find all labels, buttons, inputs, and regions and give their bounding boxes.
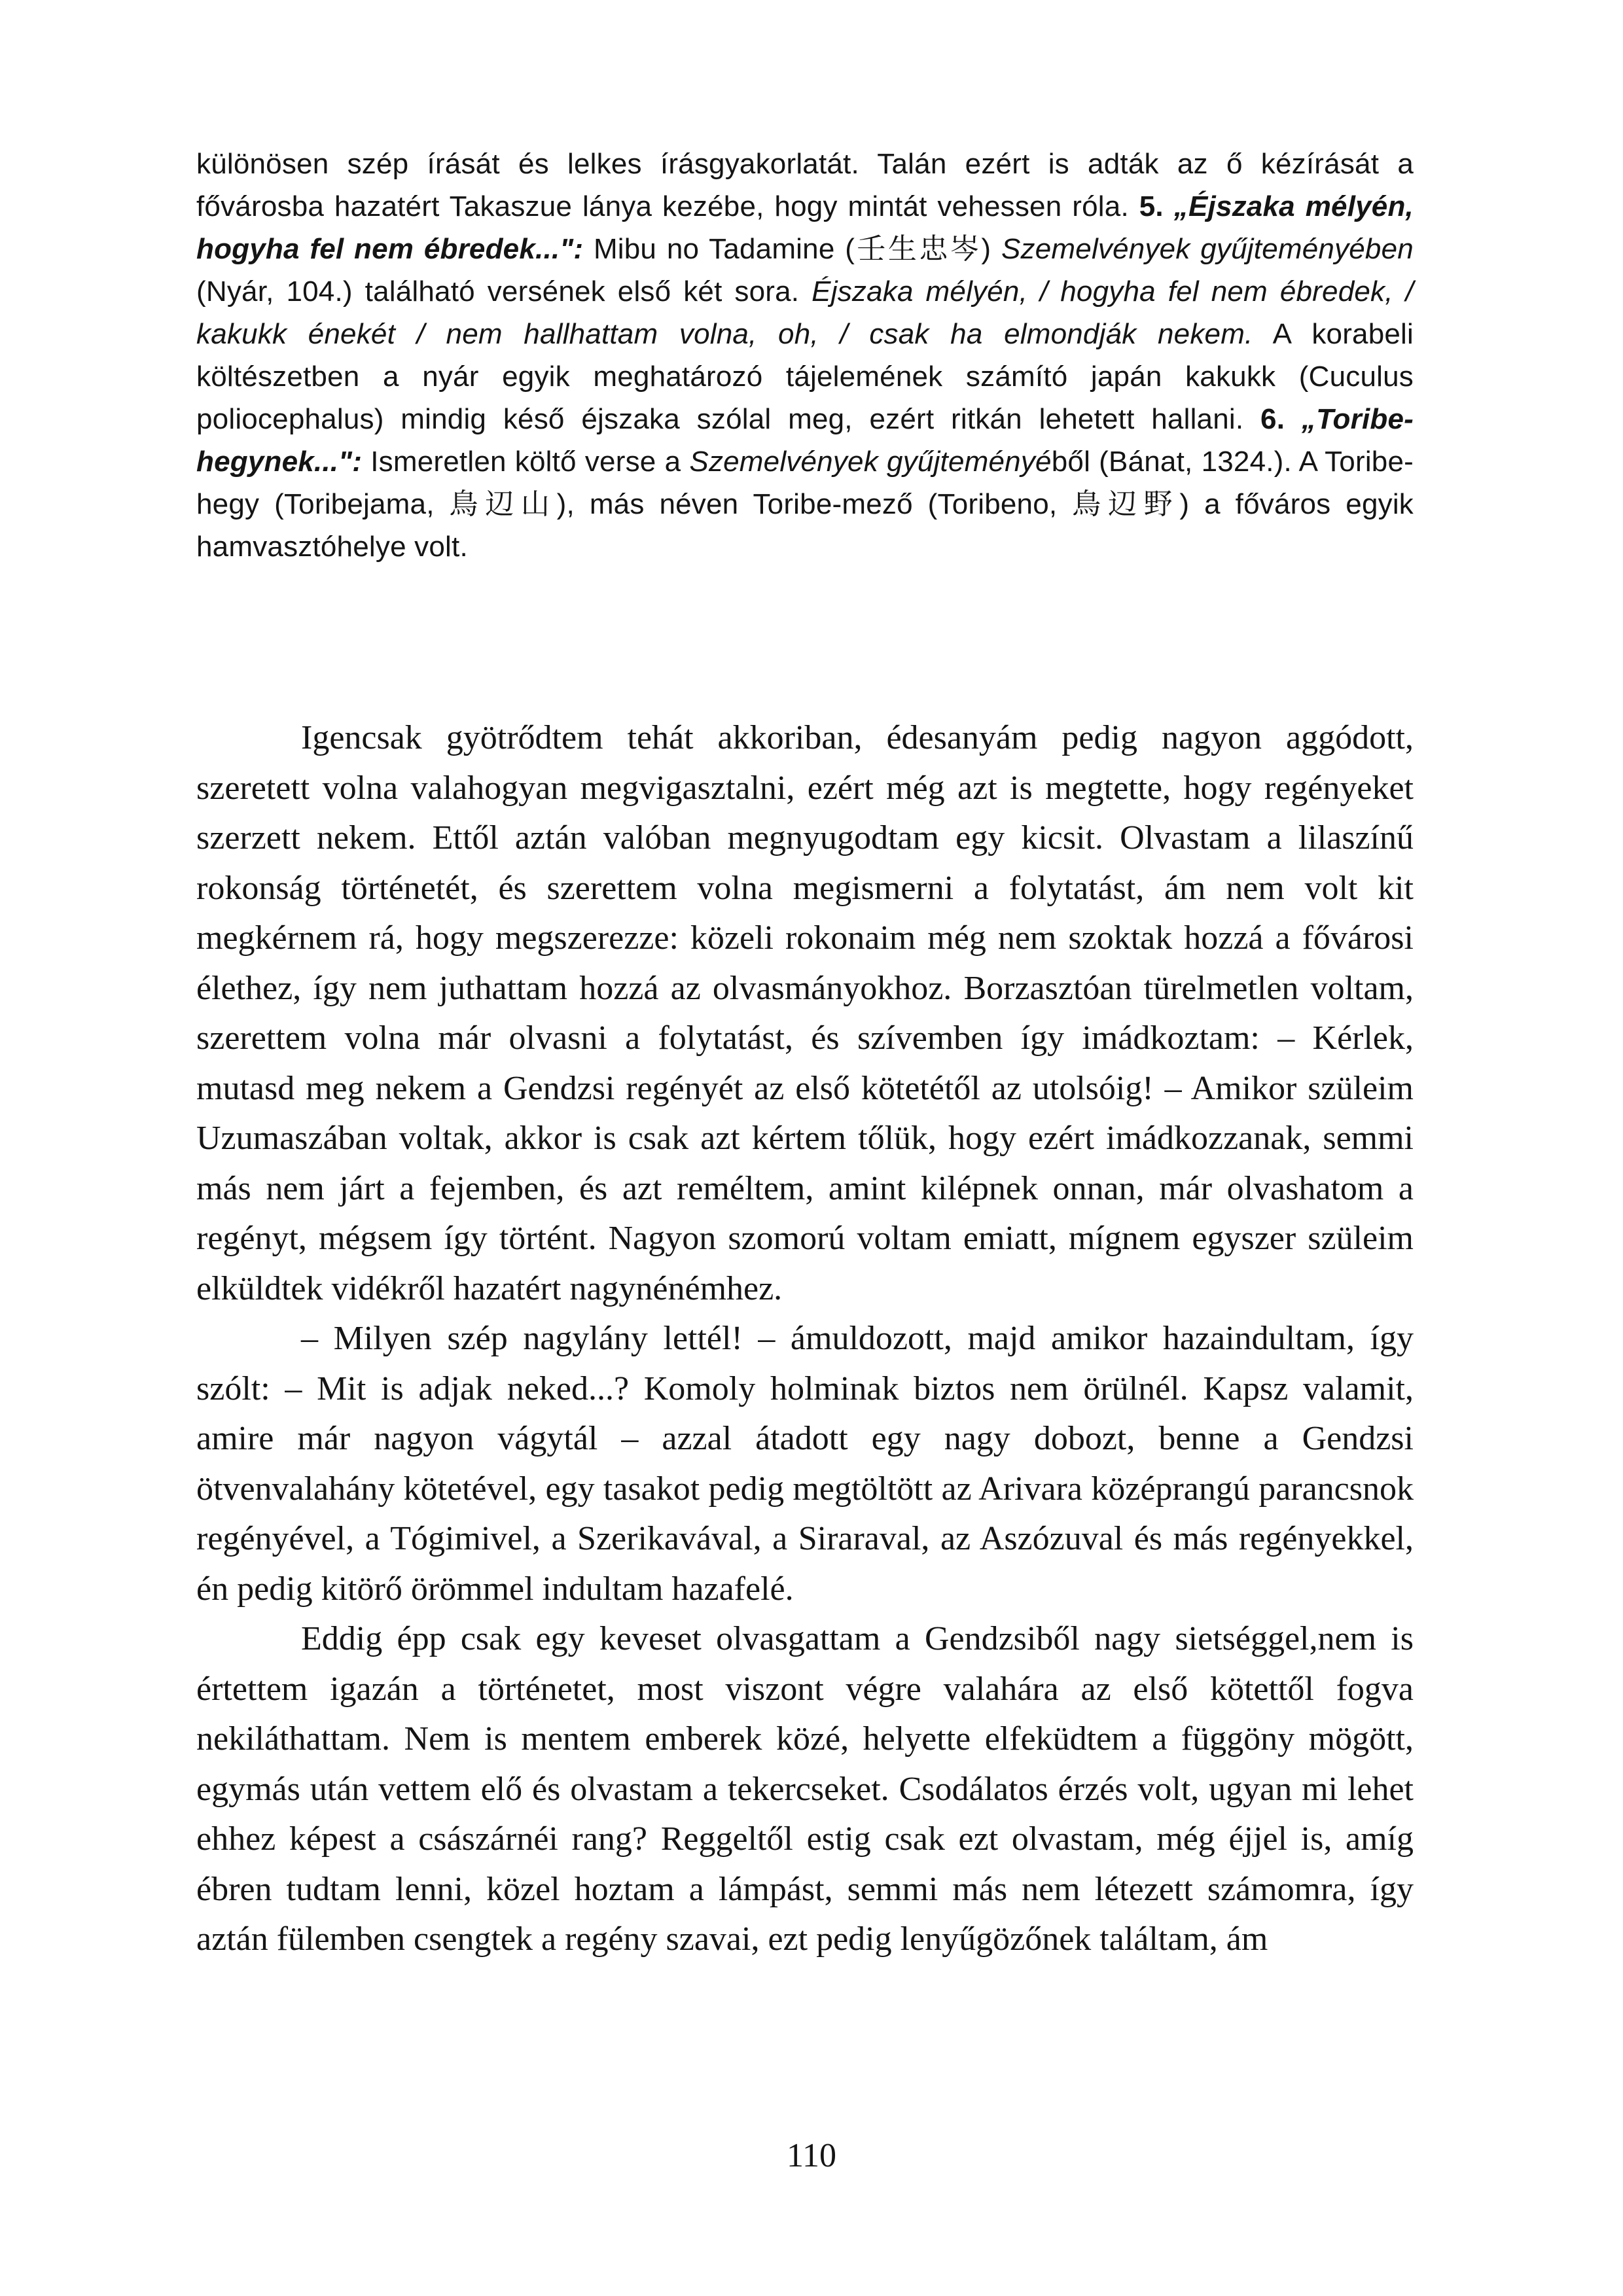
note-5-poem: Éjszaka mélyén, / hogyha fel nem ébredek, / kakukk énekét / nem hallhattam volna, oh, / csak ha elmondják nekem. [196, 275, 1414, 350]
note-6-text-a: Ismeretlen költő verse a [370, 446, 681, 478]
note-5-text-c: (Nyár, 104.) található versének első két sora. [196, 275, 800, 308]
note-5-kanji: 壬生忠岑 [855, 233, 982, 265]
note-6-text-b: ből (Bánat, 1324.). A Toribe-hegy (Toribejama, [196, 446, 1414, 520]
note-6-title: „Toribe-hegynek...": [196, 403, 1414, 478]
paragraph-2: – Milyen szép nagylány lettél! – ámuldozott, majd amikor hazaindultam, így szólt: – Mit is adjak neked...? Komoly holminak biztos nem örülnél. Kapsz valamit, amire már nagyon vágytál – azzal átadott egy nagy dobozt, benne a Gendzsi ötvenvalahány kötetével, egy tasakot pedig megtöltött az Arivara középrangú parancsnok regényével, a Tógimivel, a Szerikavával, a Siraraval, az Aszózuval és más regényekkel, én pedig kitörő örömmel indultam hazafelé. [196, 1320, 1414, 1608]
note-5-text-d: A korabeli költészetben a nyár egyik meghatározó tájelemének számító japán kakukk (Cuculus poliocephalus) mindig késő éjszaka szólal meg, ezért ritkán lehetett hallani. [196, 318, 1414, 435]
note-5-number: 5. [1139, 190, 1164, 222]
note-5-text-b: ) [981, 233, 991, 265]
note-6-kanji-a: 鳥辺山 [449, 488, 557, 520]
footnotes-block [196, 143, 1414, 568]
note-6-text-d: ) a főváros egyik hamvasztóhelye volt. [196, 488, 1414, 563]
note-5-title: „Éjszaka mélyén, hogyha fel nem ébredek...": [196, 190, 1414, 265]
main-text [196, 713, 1414, 1965]
note-6-source: Szemelvények gyűjteményé [689, 446, 1052, 478]
page-number: 110 [786, 2137, 837, 2174]
note-4-continuation: különösen szép írását és lelkes írásgyakorlatát. Talán ezért is adták az ő kézírását a fővárosba hazatért Takaszue lánya kezébe, hogy mintát vehessen róla. [196, 148, 1414, 222]
note-6-number: 6. [1260, 403, 1285, 435]
note-5-source: Szemelvények gyűjteményében [1001, 233, 1414, 265]
note-6-text-c: ), más néven Toribe-mező (Toribeno, [556, 488, 1058, 520]
paragraph-3: Eddig épp csak egy keveset olvasgattam a Gendzsiből nagy sietséggel,nem is értettem igazán a történetet, most viszont végre valahára az első kötettől fogva nekiláthattam. Nem is mentem emberek közé, helyette elfeküdtem a függöny mögött, egymás után vettem elő és olvastam a tekercseket. Csodálatos érzés volt, ugyan mi lehet ehhez képest a császárnéi rang? Reggeltől estig csak ezt olvastam, még éjjel is, amíg ébren tudtam lenni, közel hoztam a lámpást, semmi más nem létezett számomra, így aztán fülemben csengtek a regény szavai, ezt pedig lenyűgözőnek találtam, ám [196, 1620, 1414, 1958]
paragraph-1: Igencsak gyötrődtem tehát akkoriban, édesanyám pedig nagyon aggódott, szeretett volna valahogyan megvigasztalni, ezért még azt is megtette, hogy regényeket szerzett nekem. Ettől aztán valóban megnyugodtam egy kicsit. Olvastam a lilaszínű rokonság történetét, és szerettem volna megismerni a folytatást, ám nem volt kit megkérnem rá, hogy megszerezze: közeli rokonaim még nem szoktak hozzá a fővárosi élethez, így nem juthattam hozzá az olvasmányokhoz. Borzasztóan türelmetlen voltam, szerettem volna már olvasni a folytatást, és szívemben így imádkoztam: – Kérlek, mutasd meg nekem a Gendzsi regényét az első kötetétől az utolsóig! – Amikor szüleim Uzumaszában voltak, akkor is csak azt kértem tőlük, hogy ezért imádkozzanak, semmi más nem járt a fejemben, és azt reméltem, amint kilépnek onnan, már olvashatom a regényt, mégsem így történt. Nagyon szomorú voltam emiatt, mígnem egyszer szüleim elküldtek vidékről hazatért nagynénémhez. [196, 719, 1414, 1307]
note-5-text-a: Mibu no Tadamine ( [593, 233, 855, 265]
note-6-kanji-b: 鳥辺野 [1072, 488, 1180, 520]
